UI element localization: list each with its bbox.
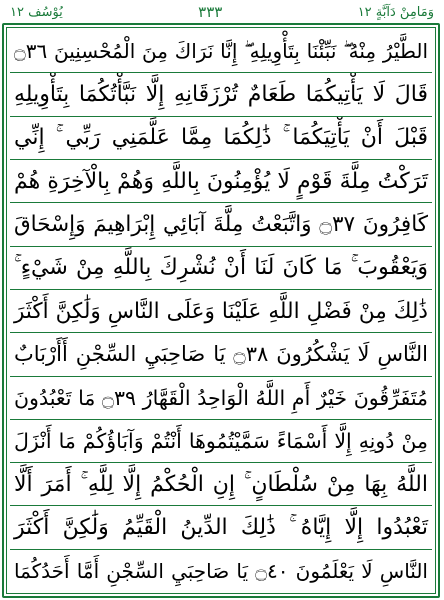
text-line: النَّاسِ لَا يَعْلَمُونَ ۝٤٠ يَا صَاحِبَيِ السِّجْنِ أَمَّا أَحَدُكُمَا: [14, 558, 428, 583]
text-line: وَيَعْقُوبَ ۚ مَا كَانَ لَنَا أَنْ نُشْرِكَ بِاللَّهِ مِنْ شَيْءٍ ۚ: [10, 247, 432, 290]
text-line: كَافِرُونَ ۝٣٧ وَاتَّبَعْتُ مِلَّةَ آبَائِي إِبْرَاهِيمَ وَإِسْحَاقَ: [10, 203, 432, 246]
text-line: مِنْ دُونِهِ إِلَّا أَسْمَاءً سَمَّيْتُمُوهَا أَنْتُمْ وَآبَاؤُكُمْ مَا أَنْزَلَ: [10, 420, 432, 463]
text-line: الطَّيْرُ مِنْهُ ۖ نَبِّئْنَا بِتَأْوِيلِهِ ۖ إِنَّا نَرَاكَ مِنَ الْمُحْسِنِينَ ۝٣٦: [10, 30, 432, 73]
text-line: ذَٰلِكَ مِنْ فَضْلِ اللَّهِ عَلَيْنَا وَعَلَى النَّاسِ وَلَٰكِنَّ أَكْثَرَ: [10, 290, 432, 333]
text-block: [10, 30, 432, 592]
text-line: تَعْبُدُوا إِلَّا إِيَّاهُ ۚ ذَٰلِكَ الدِّينُ الْقَيِّمُ وَلَٰكِنَّ أَكْثَرَ: [10, 506, 432, 549]
text-line: قَالَ لَا يَأْتِيكُمَا طَعَامٌ تُرْزَقَانِهِ إِلَّا نَبَّأْتُكُمَا بِتَأْوِيلِهِ: [10, 73, 432, 116]
juz-label: وَمَامِنْ دَآبَّةٍ ١٢: [357, 4, 434, 20]
text-line: قَبْلَ أَنْ يَأْتِيَكُمَا ۚ ذَٰلِكُمَا مِمَّا عَلَّمَنِي رَبِّي ۚ إِنِّي: [10, 117, 432, 160]
surah-label: يُوْسُف ١٢: [10, 4, 63, 20]
text-line: اللَّهُ بِهَا مِنْ سُلْطَانٍ ۚ إِنِ الْحُكْمُ إِلَّا لِلَّهِ ۚ أَمَرَ أَلَّا: [10, 463, 432, 506]
text-line: النَّاسِ لَا يَشْكُرُونَ ۝٣٨ يَا صَاحِبَيِ السِّجْنِ أَأَرْبَابٌ: [10, 333, 432, 376]
page-header: [10, 2, 434, 22]
text-line: مُتَفَرِّقُونَ خَيْرٌ أَمِ اللَّهُ الْوَاحِدُ الْقَهَّارُ ۝٣٩ مَا تَعْبُدُونَ: [10, 377, 432, 420]
page-number: ٣٣٣: [198, 3, 223, 21]
text-line: تَرَكْتُ مِلَّةَ قَوْمٍ لَا يُؤْمِنُونَ بِاللَّهِ وَهُمْ بِالْآخِرَةِ هُمْ: [10, 160, 432, 203]
